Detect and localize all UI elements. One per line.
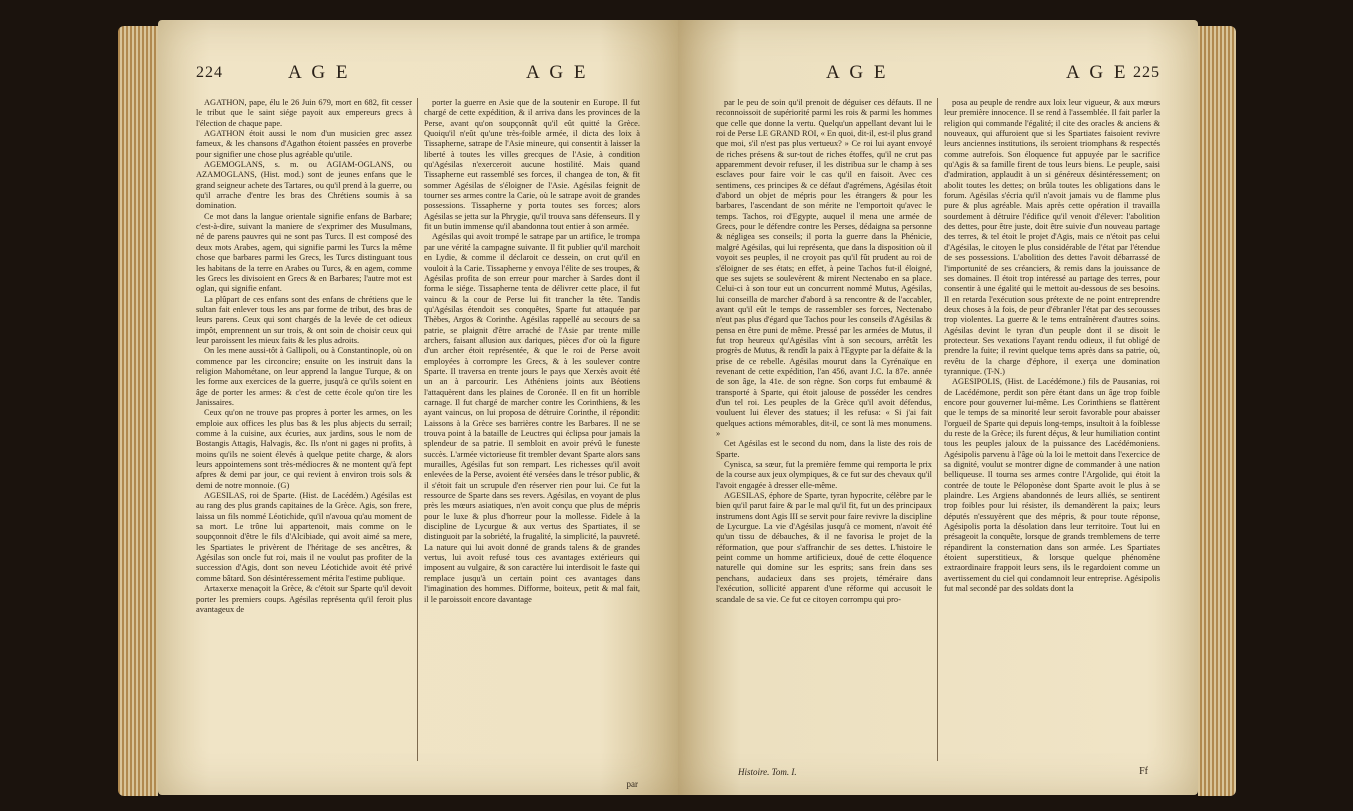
signature-mark: Ff	[1139, 766, 1148, 777]
catchword: par	[626, 779, 638, 789]
column-rule	[937, 98, 938, 761]
page-number: 225	[1133, 64, 1160, 81]
paragraph: porter la guerre en Asie que de la soutenir en Europe. Il fut chargé de cette expédition, & il arriva dans les provinces de la Perse, avant qu'on soupçonnât qu'il eût quitté la Grèce. Quoiqu'il n'eût qu'une très-foible armée, il dicta des loix à Tissapherne, satrape de l'Asie mineure, qui consentit à laisser la liberté à toutes les villes grecques de l'Asie, à condition qu'Agésilas n'exerceroit aucune hostilité. Mais quand Tissapherne eut rassemblé ses forces, il changea de ton, & fit sommer Agésilas de s'éloigner de l'Asie. Agésilas feignit de tourner ses armes contre la Carie, où le satrape avoit de grandes possessions. Tissapherne y porta toutes ses forces; alors Agésilas se jetta sur la Phrygie, qu'il trouva sans défenseurs. Il y fit un butin immense qu'il abandonna tout entier à son armée.	[424, 98, 640, 232]
paragraph: AGATHON, pape, élu le 26 Juin 679, mort en 682, fit cesser le tribut que le saint siége payoit aux empereurs grecs à l'élection de chaque pape.	[196, 98, 412, 128]
volume-footer: Histoire. Tom. I.	[738, 767, 797, 777]
paragraph: Ce mot dans la langue orientale signifie enfans de Barbare; c'est-à-dire, suivant la maniere de s'exprimer des Musulmans, né de parens pauvres qui ne sont pas Turcs. Il est composé des deux mots Arabes, agem, qui signifie parmi les Turcs la même chose que barbares parmi les Grecs, les Turcs distinguant tous les habitans de la terre en Arabes ou Turcs, & en agem, comme les Grecs les divisoient en Grecs & en Barbares; l'autre mot est oglan, qui signifie enfant.	[196, 211, 412, 294]
paragraph: AGESILAS, roi de Sparte. (Hist. de Lacédém.) Agésilas est au rang des plus grands capitaines de la Grèce. Agis, son frere, laissa un fils nommé Léotichide, qu'il n'avoua qu'au moment de sa mort. Le trône lui appartenoit, mais comme on le soupçonnoit d'être le fils d'Alcibiade, qui avoit aimé sa mere, les Spartiates le privèrent de l'héritage de ses ancêtres, & Agésilas son oncle fut roi, mais il ne voulut pas profiter de la succession d'Agis, dont son neveu Léotichide avoit été privé comme bâtard. Son désintéressement mérita l'estime publique.	[196, 491, 412, 583]
column-right	[944, 98, 1160, 761]
open-book	[118, 20, 1238, 800]
column-left	[196, 98, 412, 761]
running-title: A G E	[1066, 62, 1129, 83]
running-title: A G E	[826, 62, 889, 83]
column-rule	[417, 98, 418, 761]
running-head-right	[716, 62, 1160, 88]
paragraph: Ceux qu'on ne trouve pas propres à porter les armes, on les emploie aux offices les plus bas & les plus abjects du serrail; comme à la cuisine, aux écuries, aux jardins, sous le nom de Bostangis Attagis, Halvagis, &c. Ils n'ont ni gages ni profits, à moins qu'ils ne soient élevés à quelque petite charge, & alors leurs appointemens sont très-médiocres & ne montent qu'à fept afpres & demi par jour, ce qui revient à environ trois sols & demi de notre monnoie. (G)	[196, 408, 412, 490]
page-edges-right	[1198, 26, 1236, 796]
paragraph: AGESIPOLIS, (Hist. de Lacédémone.) fils de Pausanias, roi de Lacédémone, perdit son père étant dans un âge trop foible encore pour gouverner lui-même. Les Corinthiens se flattèrent que le temps de sa minorité leur seroit favorable pour abaisser l'orgueil de Sparte qui depuis long-temps, insultoit à la foiblesse du reste de la Grèce; ils furent déçus, & leur humiliation contint tous les peuples jaloux de la puissance des Lacédémoniens. Agésipolis parvenu à l'âge où la loi le mettoit dans l'exercice de sa dignité, voulut se montrer digne de commander à une nation belliqueuse. Il tourna ses armes contre l'Argolide, qui étoit la contrée de toute le Péloponèse dont Sparte avoit le plus à se plaindre. Les Argiens abandonnés de leurs alliés, se sentirent trop foibles pour lui résister, ils demandèrent la paix; leurs députés n'essuyèrent que des mépris, & pour toute réponse, Agésipolis porta la désolation dans leur territoire. Tout lui en présageoit la conquête, lorsque de grands tremblemens de terre répandirent la consternation dans son armée. Les Spartiates étoient superstitieux, & lorsque quelque phénomène extraordinaire frappoit leurs sens, ils le regardoient comme un avertissement du ciel qui condamnoit leur entreprise. Agésipolis fut mal secondé par des soldats dont la	[944, 377, 1160, 594]
right-page	[678, 20, 1198, 795]
paragraph: par le peu de soin qu'il prenoit de déguiser ces défauts. Il ne reconnoissoit de supériorité parmi les rois & parmi les hommes que celle que donne la vertu. Quelqu'un appellant devant lui le roi de Perse LE GRAND ROI, « En quoi, dit-il, est-il plus grand que moi, s'il n'est pas plus vertueux? » Ce roi lui ayant envoyé de riches présens & sur-tout de riches étoffes, qu'il ne crut pas apparemment devoir refuser, il les distribua sur le champ à ses esclaves pour faire voir le cas qu'il en faisoit. Avec ces sentimens, ces principes & ce défaut d'agrémens, Agésilas étoit d'abord un objet de mépris pour les étrangers & pour les barbares, l'ascendant de son mérite ne l'emportoit qu'avec le temps. Tachos, roi d'Egypte, auquel il mena une armée de Grecs, pour le défendre contre les Perses, dédaigna sa personne & négligea ses conseils; il porta la guerre dans la Phénicie, malgré Agésilas, qui lui représenta, que dans la disposition où il voyoit ses peuples, il ne croyoit pas qu'il fût prudent au roi de s'éloigner de ses états; en effet, à peine Tachos fut-il éloigné, que ses sujets se soulevèrent & mirent Nectenabo en sa place. Celui-ci à son tour eut un concurrent nommé Mutus, Agésilas, lui conseilla de marcher d'abord à sa rencontre & de l'accabler, avant qu'il eût le temps de rassembler ses forces, Nectenabo n'eut pas plus d'égard que Tachos pour les conseils d'Agésilas & pensa en être puni de même. Pressé par les armées de Mutus, il fut trop heureux qu'Agésilas vînt à son secours, arrêtât les progrès de Mutus, & rendît la paix à l'Egypte par la défaite & la prise de ce rebelle. Agésilas mourut dans la Cyrénaïque en revenant de cette expédition, l'an 456, avant J.C. la 87e. année de son âge, la 41e. de son règne. Son corps fut embaumé & transporté à Sparte, qui étoit jalouse de posséder les cendres d'un tel roi. Les peuples de la Grèce qu'il avoit défendus, vouluent lui élever des statues; il les refusa: « Si j'ai fait quelques actions mémorables, dit-il, ce sont là mes monumens. »	[716, 98, 932, 438]
paragraph: Artaxerxe menaçoit la Grèce, & c'étoit sur Sparte qu'il devoit porter les premiers coups. Agésilas représenta qu'il feroit plus avantageux de	[196, 584, 412, 614]
running-head-left	[196, 62, 640, 88]
paragraph: Agésilas qui avoit trompé le satrape par un artifice, le trompa par une vérité la campagne suivante. Il fit publier qu'il marchoit en Lydie, & comme il déclaroit ce dessein, on crut qu'il en vouloit à la Carie. Tissapherne y envoya l'élite de ses troupes, & Agésilas profita de son erreur pour marcher à Sardes dont il forma le siége. Tissapherne tenta de délivrer cette place, il fut vaincu & la cour de Perse lui fit trancher la tête. Tandis qu'Agésilas étendoit ses conquêtes, Sparte fut attaquée par Thèbes, Argos & Corinthe. Agésilas rappellé au secours de sa patrie, se plaignit d'être arraché de l'Asie par trente mille archers, faisant allusion aux dariques, pièces d'or où la figure d'un archer étoit représentée, & que le roi de Perse avoit employées à corrompre les Grecs, & à les soulever contre Sparte. Il traversa en trente jours le pays que Xerxès avoit été un an à parcourir. Les Athéniens joints aux Béotiens l'attaquèrent dans les plaines de Coronée. Il en fit un horrible carnage. Il fut chargé de marcher contre les Corinthiens, & les ayant vaincus, on lui proposa de détruire Corinthe, il répondit: Laissons à la Grèce ses barrières contre les Barbares. Il ne se trouva point à la bataille de Leuctres qui éclipsa pour jamais la splendeur de sa patrie. Il sembloit en avoir prévû le funeste succès. L'armée victorieuse fit trembler devant Sparte alors sans murailles, Agésilas fut son rempart. Les richesses qu'il avoit enlevées de la Perse, avoient été versées dans le trésor public, & il s'étoit fait un scrupule d'en réserver rien pour lui. Ce fut la ressource de Sparte dans ses revers. Agésilas, en voyant de plus près les mœurs asiatiques, n'en avoit conçu que plus de mépris pour le luxe & plus d'horreur pour la mollesse. Fidele à la discipline de Lycurgue & aux vertus des Spartiates, il se distinguoit par la sobriété, la frugalité, la simplicité, la pauvreté. La nature qui lui avoit donné de grands talens & de grandes vertus, lui avoit refusé tous ces avantages extérieurs qui imposent au vulgaire, & son caractère lui interdisoit le faste qui remplace jusqu'à un certain point ces avantages dans l'imagination des hommes. Difforme, boiteux, petit & mal fait, il le paroissoit encore davantage	[424, 232, 640, 604]
paragraph: posa au peuple de rendre aux loix leur vigueur, & aux mœurs leur première innocence. Il se rend à l'assemblée. Il fait parler la religion qui commande l'égalité; il cite des oracles & anciens & nouveaux, qui affuroient que si les Spartiates faisoient revivre leurs anciennes institutions, ils seroient triomphans & respectés comme autrefois. Son éloquence fut appuyée par le sacrifice qu'Agis & sa famille firent de tous leurs biens. Le peuple, saisi d'admiration, applaudit à un si généreux désintéressement; on abolit toutes les dettes; on brûla toutes les obligations dans le forum. Agésilas s'écria qu'il n'avoit jamais vu de flamme plus pure & plus agréable. Mais après cette opération il travailla sourdement à détruire l'édifice qu'il venoit d'élever: l'abolition des dettes, pour être juste, doit être suivie d'un nouveau partage des terres, & tel étoit le projet d'Agis, mais ce n'étoit pas celui d'Agésilas, le citoyen le plus considérable de l'état par l'étendue de ses possessions. L'abolition des dettes l'avoit débarrassé de l'importunité de ses créanciers, & remis dans la jouissance de ses domaines. Il étoit trop intéressé au partage des terres, pour consentir à une égalité qui le mettoit au-dessous de ses besoins. Il en retarda l'exécution sous prétexte de ne point entreprendre deux choses à la fois, de peur d'ébranler l'état par des secousses trop violentes. La guerre & le tems entraînèrent d'autres soins. Agésilas devint le tyran d'un peuple dont il se disoit le protecteur. Ses vexations l'ayant rendu odieux, il fut obligé de prendre la fuite; il revint quelque tems après dans sa patrie, où, revêtu de la charge d'éphore, il exerça une domination tyrannique. (T-N.)	[944, 98, 1160, 376]
text-columns	[196, 98, 640, 761]
column-right	[424, 98, 640, 761]
paragraph: AGATHON étoit aussi le nom d'un musicien grec assez fameux, & les chansons d'Agathon étoient passées en proverbe pour signifier une chose plus agréable qu'utile.	[196, 129, 412, 159]
paragraph: On les mene aussi-tôt à Gallipoli, ou à Constantinople, où on commence par les circoncire; ensuite on les instruit dans la religion Mahométane, on leur apprend la langue Turque, & on les forme aux exercices de la guerre, jusqu'à ce qu'ils soient en âge de porter les armes: & c'est de cette école qu'on tire les Janissaires.	[196, 346, 412, 407]
paragraph: La plûpart de ces enfans sont des enfans de chrétiens que le sultan fait enlever tous les ans par forme de tribut, des bras de leurs parens. Ceux qui sont chargés de la levée de cet odieux impôt, emprennent un sur trois, & ont soin de choisir ceux qui leur paroissent les mieux faits & les plus adroits.	[196, 294, 412, 345]
paragraph: Cet Agésilas est le second du nom, dans la liste des rois de Sparte.	[716, 439, 932, 459]
paragraph: AGEMOGLANS, s. m. ou AGIAM-OGLANS, ou AZAMOGLANS, (Hist. mod.) sont de jeunes enfans que le grand seigneur achete des Tartares, ou qu'il prend à la guerre, ou qu'il arrache d'entre les bras des Chrétiens soumis à sa domination.	[196, 160, 412, 211]
running-title: A G E	[526, 62, 589, 83]
page-edges-left	[118, 26, 158, 796]
text-columns	[716, 98, 1160, 761]
page-number: 224	[196, 64, 223, 81]
paragraph: Cynisca, sa sœur, fut la première femme qui remporta le prix de la course aux jeux olympiques, & ce fut sur des chevaux qu'il l'avoit engagée à dresser elle-même.	[716, 460, 932, 490]
paragraph: AGESILAS, éphore de Sparte, tyran hypocrite, célèbre par le bien qu'il parut faire & par le mal qu'il fit, fut un des principaux instrumens dont Agis III se servit pour faire revivre la discipline de Lycurgue. La vie d'Agésilas jusqu'à ce moment, n'avoit été qu'un tissu de débauches, & il ne favorisa le projet de la réformation, que pour s'affranchir de ses dettes. L'histoire le peint comme un homme artificieux, doué de cette éloquence naturelle qui domine sur les esprits; sans frein dans ses penchans, audacieux dans ses projets, téméraire dans l'exécution, sollicité apparent d'une réforme qui accusoit le scandale de sa vie. Ce fut ce citoyen corrompu qui pro-	[716, 491, 932, 604]
running-title: A G E	[288, 62, 351, 83]
left-page	[158, 20, 678, 795]
column-left	[716, 98, 932, 761]
